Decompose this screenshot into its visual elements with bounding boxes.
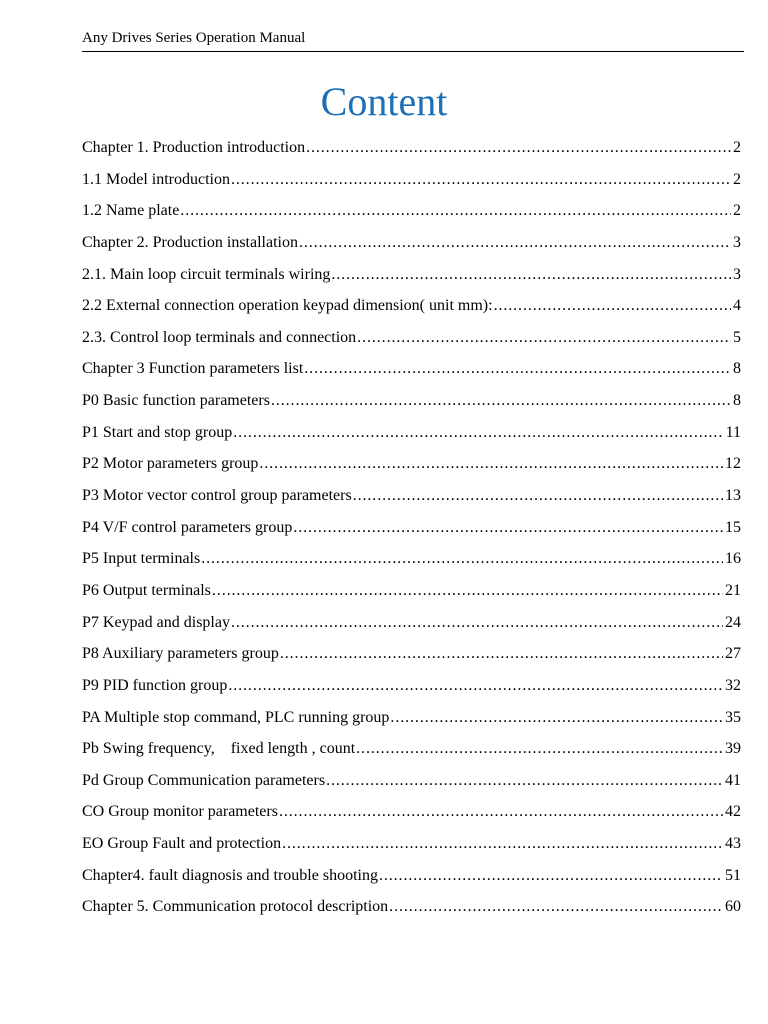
- toc-entry[interactable]: [82, 357, 741, 389]
- toc-entry-title: P9 PID function group: [82, 676, 228, 694]
- toc-entry-title: P5 Input terminals: [82, 550, 201, 568]
- toc-dot-leader: [228, 674, 723, 698]
- toc-entry-page-number: 21: [725, 581, 741, 599]
- toc-entry-title: P0 Basic function parameters: [82, 392, 270, 410]
- toc-entry-title: 2.2 External connection operation keypad dimension( unit mm):: [82, 297, 493, 315]
- toc-dot-leader: [280, 642, 723, 666]
- toc-entry[interactable]: [82, 199, 741, 231]
- toc-entry-title: Chapter 5. Communication protocol description: [82, 898, 389, 916]
- toc-dot-leader: [233, 421, 723, 445]
- toc-entry-title: P8 Auxiliary parameters group: [82, 645, 279, 663]
- toc-entry-title: EO Group Fault and protection: [82, 835, 282, 853]
- toc-entry-page-number: 4: [733, 297, 741, 315]
- toc-dot-leader: [293, 516, 723, 540]
- toc-entry-page-number: 43: [725, 835, 741, 853]
- toc-entry-page-number: 32: [725, 676, 741, 694]
- toc-entry[interactable]: [82, 642, 741, 674]
- toc-dot-leader: [331, 263, 731, 287]
- toc-dot-leader: [180, 199, 731, 223]
- toc-entry-title: Chapter 2. Production installation: [82, 233, 298, 251]
- toc-entry-page-number: 2: [733, 170, 741, 188]
- toc-entry-page-number: 8: [733, 360, 741, 378]
- toc-dot-leader: [212, 579, 723, 603]
- toc-entry-title: P7 Keypad and display: [82, 613, 230, 631]
- toc-entry[interactable]: [82, 294, 741, 326]
- toc-entry[interactable]: [82, 484, 741, 516]
- toc-entry-title: 2.1. Main loop circuit terminals wiring: [82, 265, 331, 283]
- toc-entry[interactable]: [82, 136, 741, 168]
- toc-dot-leader: [299, 231, 731, 255]
- toc-entry[interactable]: [82, 769, 741, 801]
- toc-entry-title: P3 Motor vector control group parameters: [82, 487, 352, 505]
- toc-entry-page-number: 5: [733, 328, 741, 346]
- toc-entry-page-number: 16: [725, 550, 741, 568]
- toc-entry[interactable]: [82, 168, 741, 200]
- toc-dot-leader: [279, 800, 723, 824]
- toc-entry-page-number: 3: [733, 233, 741, 251]
- toc-entry[interactable]: [82, 389, 741, 421]
- toc-entry-title: P2 Motor parameters group: [82, 455, 259, 473]
- page-title: Content: [320, 79, 448, 124]
- toc-entry-title: 1.2 Name plate: [82, 202, 180, 220]
- toc-entry[interactable]: [82, 421, 741, 453]
- toc-dot-leader: [259, 452, 723, 476]
- toc-entry[interactable]: [82, 864, 741, 896]
- toc-entry-page-number: 42: [725, 803, 741, 821]
- toc-entry[interactable]: [82, 231, 741, 263]
- running-header: Any Drives Series Operation Manual: [82, 30, 306, 46]
- toc-entry-page-number: 51: [725, 866, 741, 884]
- toc-dot-leader: [356, 737, 723, 761]
- toc-entry-title: CO Group monitor parameters: [82, 803, 278, 821]
- toc-entry-page-number: 3: [733, 265, 741, 283]
- toc-entry[interactable]: [82, 547, 741, 579]
- toc-dot-leader: [353, 484, 723, 508]
- toc-entry-page-number: 11: [725, 423, 741, 441]
- toc-entry-title: 2.3. Control loop terminals and connection: [82, 328, 357, 346]
- toc-dot-leader: [231, 611, 723, 635]
- toc-entry-page-number: 41: [725, 771, 741, 789]
- toc-entry-page-number: 60: [725, 898, 741, 916]
- toc-entry-page-number: 39: [725, 740, 741, 758]
- toc-dot-leader: [282, 832, 723, 856]
- toc-entry[interactable]: [82, 452, 741, 484]
- toc-entry-title: P1 Start and stop group: [82, 423, 233, 441]
- toc-dot-leader: [231, 168, 731, 192]
- toc-entry-page-number: 24: [725, 613, 741, 631]
- toc-entry-page-number: 2: [733, 139, 741, 156]
- table-of-contents: [82, 136, 741, 927]
- toc-entry[interactable]: [82, 263, 741, 295]
- toc-entry-title: P4 V/F control parameters group: [82, 518, 293, 536]
- toc-entry[interactable]: [82, 611, 741, 643]
- toc-entry-title: Chapter4. fault diagnosis and trouble shooting: [82, 866, 378, 884]
- toc-entry[interactable]: [82, 832, 741, 864]
- toc-dot-leader: [494, 294, 731, 318]
- toc-entry[interactable]: [82, 706, 741, 738]
- page-header: [82, 29, 744, 52]
- toc-entry[interactable]: [82, 800, 741, 832]
- toc-entry-title: Chapter 1. Production introduction: [82, 139, 306, 156]
- toc-dot-leader: [304, 357, 731, 381]
- toc-entry-page-number: 27: [725, 645, 741, 663]
- toc-dot-leader: [390, 706, 723, 730]
- toc-entry[interactable]: [82, 737, 741, 769]
- toc-dot-leader: [389, 895, 723, 919]
- toc-entry-title: 1.1 Model introduction: [82, 170, 230, 188]
- toc-dot-leader: [201, 547, 723, 571]
- toc-entry[interactable]: [82, 516, 741, 548]
- toc-entry[interactable]: [82, 674, 741, 706]
- toc-dot-leader: [379, 864, 723, 888]
- toc-entry[interactable]: [82, 579, 741, 611]
- toc-dot-leader: [306, 136, 731, 160]
- toc-entry-page-number: 35: [725, 708, 741, 726]
- toc-entry-page-number: 8: [733, 392, 741, 410]
- toc-entry[interactable]: [82, 326, 741, 358]
- toc-entry-page-number: 13: [725, 487, 741, 505]
- toc-entry-page-number: 15: [725, 518, 741, 536]
- toc-entry-title: Pb Swing frequency, fixed length , count: [82, 740, 356, 758]
- toc-entry-title: Pd Group Communication parameters: [82, 771, 326, 789]
- toc-entry-title: P6 Output terminals: [82, 581, 211, 599]
- toc-entry-page-number: 2: [733, 202, 741, 220]
- toc-entry-page-number: 12: [725, 455, 741, 473]
- toc-dot-leader: [326, 769, 723, 793]
- toc-dot-leader: [271, 389, 731, 413]
- toc-dot-leader: [357, 326, 731, 350]
- toc-entry-title: PA Multiple stop command, PLC running group: [82, 708, 390, 726]
- toc-entry[interactable]: [82, 895, 741, 927]
- toc-entry-title: Chapter 3 Function parameters list: [82, 360, 304, 378]
